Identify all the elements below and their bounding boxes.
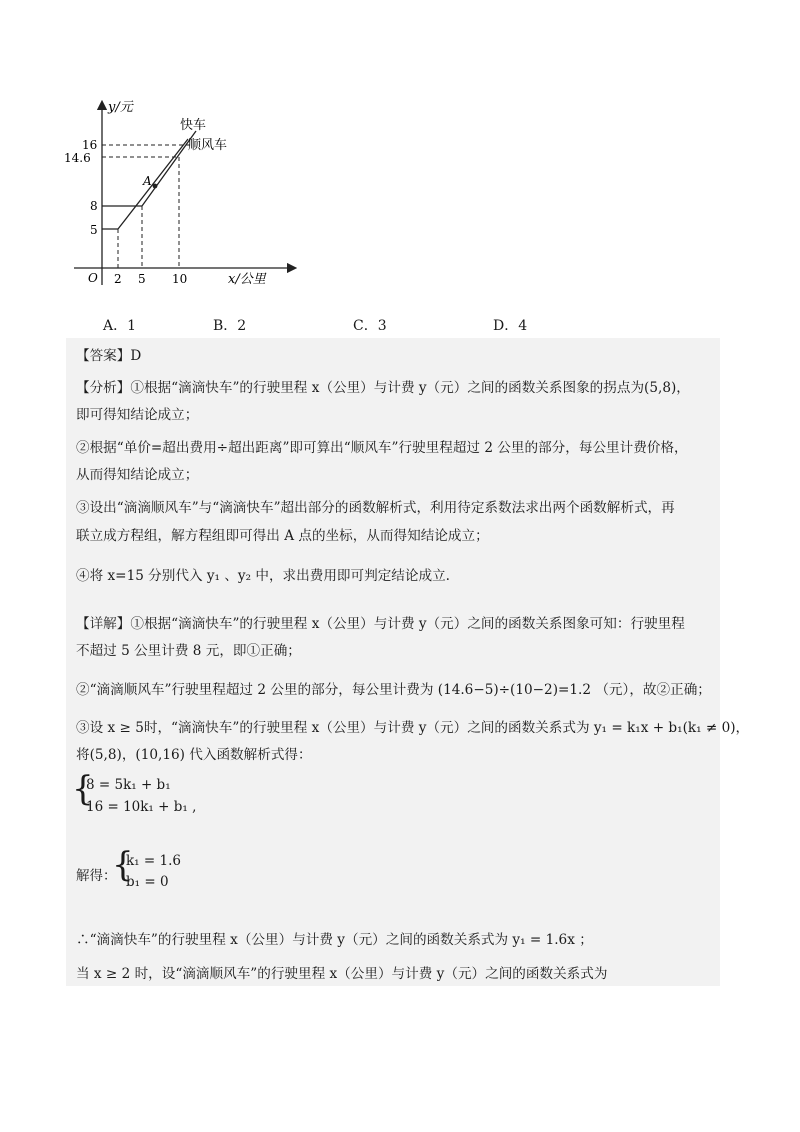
solve-label: 解得：	[76, 868, 117, 884]
analysis-line-1: 【分析】①根据“滴滴快车”的行驶里程 x（公里）与计费 y（元）之间的函数关系图象的拐点为(5,8)，	[76, 380, 690, 396]
detail-line-3: ②“滴滴顺风车”行驶里程超过 2 公里的部分，每公里计费为 (14.6−5)÷(10−2)=1.2 （元），故②正确；	[76, 682, 711, 698]
point-a-label: A	[143, 174, 152, 188]
line1-label: 快车	[180, 118, 207, 133]
tick-5: 5	[90, 223, 98, 237]
line2-label: 顺风车	[188, 138, 228, 153]
system1-eq2: 16 = 10k₁ + b₁ ,	[86, 799, 197, 815]
point-a	[153, 184, 158, 189]
detail-line-1: 【详解】①根据“滴滴快车”的行驶里程 x（公里）与计费 y（元）之间的函数关系图象可知：行驶里程	[76, 616, 685, 632]
detail-line-4: ③设 x ≥ 5时，“滴滴快车”的行驶里程 x（公里）与计费 y（元）之间的函数关系式为 y₁ = k₁x + b₁(k₁ ≠ 0)，	[76, 720, 750, 736]
analysis-line-4: 从而得知结论成立；	[76, 467, 199, 483]
fare-graph	[60, 95, 320, 295]
choice-c: C．3	[353, 318, 387, 334]
origin-label: O	[88, 271, 98, 285]
analysis-line-6: 联立成方程组，解方程组即可得出 A 点的坐标，从而得知结论成立；	[76, 528, 489, 544]
tick-x2: 2	[114, 272, 122, 286]
system2-eq1: k₁ = 1.6	[126, 853, 181, 869]
tick-x10: 10	[172, 272, 188, 286]
detail-line-5: 将(5,8)，(10,16) 代入函数解析式得：	[76, 747, 312, 763]
last-line: 当 x ≥ 2 时，设“滴滴顺风车”的行驶里程 x（公里）与计费 y（元）之间的函数关系式为	[76, 966, 608, 982]
analysis-line-5: ③设出“滴滴顺风车”与“滴滴快车”超出部分的函数解析式，利用待定系数法求出两个函数解析式，再	[76, 500, 675, 516]
tick-14-6: 14.6	[64, 151, 91, 165]
analysis-line-2: 即可得知结论成立；	[76, 407, 199, 423]
conclusion-line: ∴“滴滴快车”的行驶里程 x（公里）与计费 y（元）之间的函数关系式为 y₁ = 1.6x ；	[76, 932, 593, 948]
system1-eq1: 8 = 5k₁ + b₁	[86, 777, 171, 793]
analysis-line-7: ④将 x=15 分别代入 y₁ 、y₂ 中，求出费用即可判定结论成立.	[76, 568, 451, 584]
x-axis-label: x/公里	[228, 272, 266, 287]
choice-d: D．4	[493, 318, 528, 334]
express-line	[102, 131, 196, 206]
choice-a: A．1	[103, 318, 137, 334]
answer-line: 【答案】D	[76, 348, 142, 364]
system2-eq2: b₁ = 0	[126, 874, 169, 890]
detail-line-2: 不超过 5 公里计费 8 元，即①正确；	[76, 643, 301, 659]
y-axis-label: y/元	[108, 100, 133, 115]
analysis-line-3: ②根据“单价=超出费用÷超出距离”即可算出“顺风车”行驶里程超过 2 公里的部分，每公里计费价格，	[76, 440, 688, 456]
brace-1: {	[72, 769, 94, 809]
choice-b: B．2	[213, 318, 247, 334]
tick-8: 8	[90, 199, 98, 213]
tick-16: 16	[82, 138, 98, 152]
brace-2: {	[112, 845, 134, 885]
tick-x5: 5	[138, 272, 146, 286]
